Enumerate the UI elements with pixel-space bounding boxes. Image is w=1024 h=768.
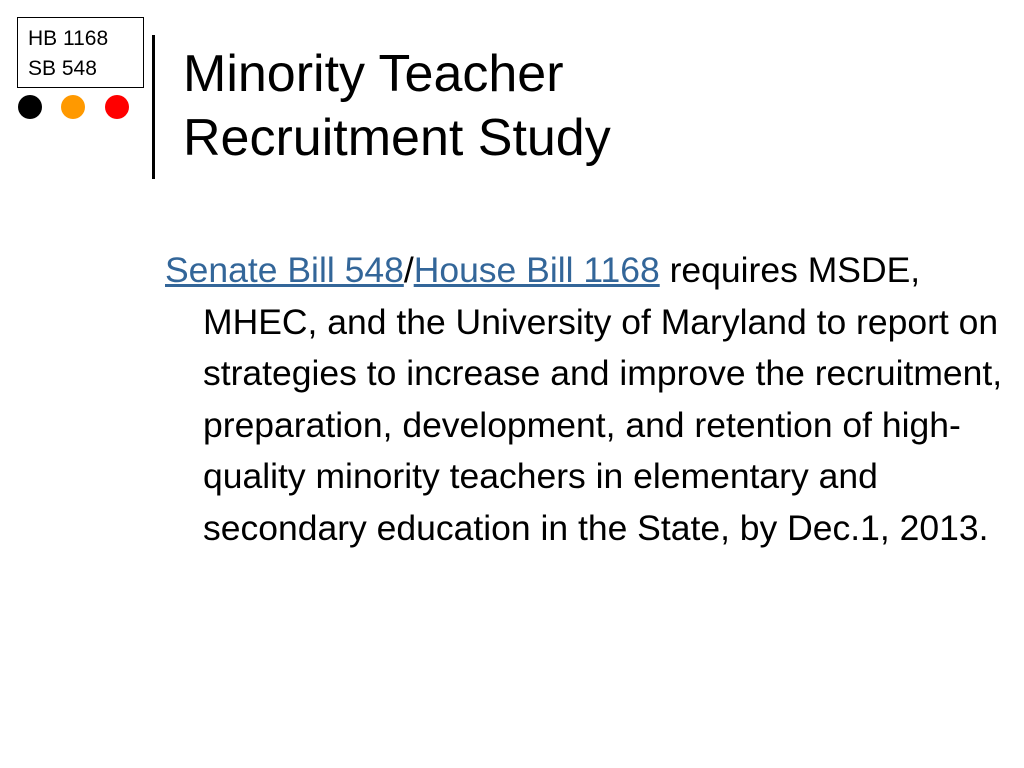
slide-title-line-2: Recruitment Study xyxy=(183,109,611,167)
bill-number-box xyxy=(17,17,144,88)
bill-box-line-sb: SB 548 xyxy=(28,57,97,80)
title-divider xyxy=(152,35,155,179)
link-separator: / xyxy=(403,250,414,290)
orange-dot-icon xyxy=(61,95,85,119)
slide-title xyxy=(183,42,611,170)
body-sentence: requires MSDE, MHEC, and the University of Maryland to report on strategies to increase and improve the recruitment, preparation, development, and retention of high-quality minority teachers in elementary and secondary education in the State, by Dec.1, 2013. xyxy=(203,250,1003,548)
house-bill-1168-link[interactable]: House Bill 1168 xyxy=(413,250,660,290)
bill-box-line-hb: HB 1168 xyxy=(28,27,109,50)
senate-bill-548-link[interactable]: Senate Bill 548 xyxy=(165,250,404,290)
black-dot-icon xyxy=(18,95,42,119)
red-dot-icon xyxy=(105,95,129,119)
slide-body-text xyxy=(165,245,1003,554)
slide-title-line-1: Minority Teacher xyxy=(183,45,564,103)
